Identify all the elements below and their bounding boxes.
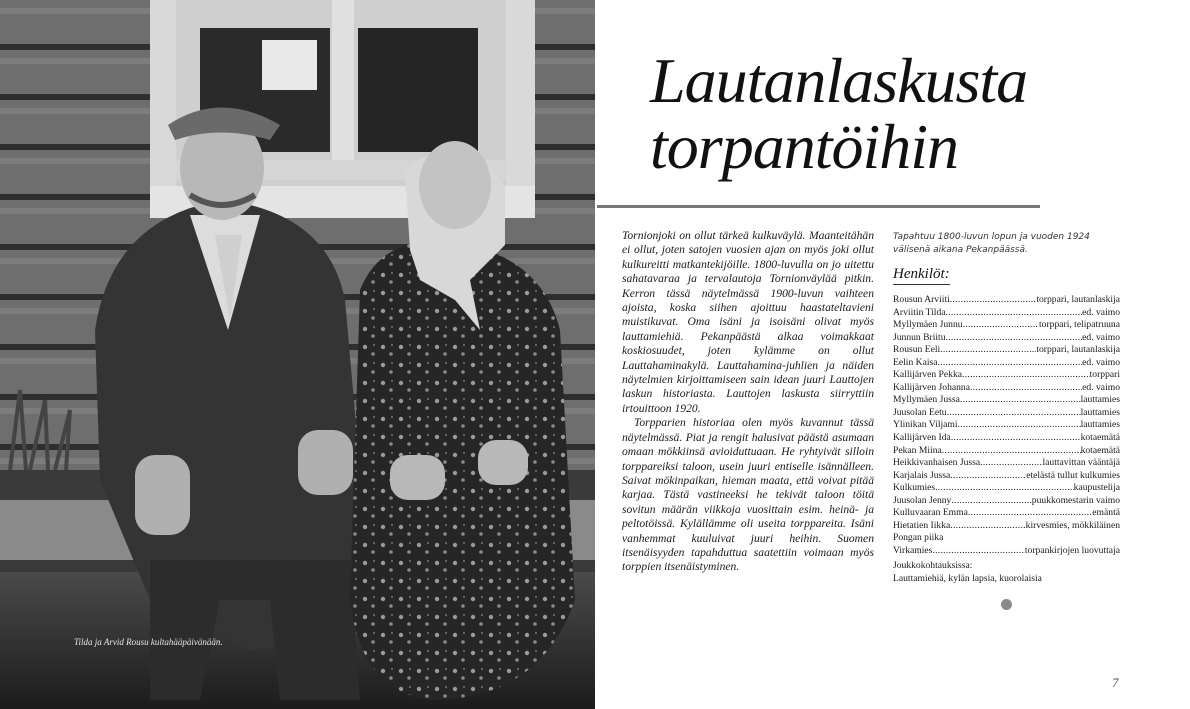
cast-list xyxy=(893,294,1120,557)
cast-item: Arviitin Tilda ..... ed. vaimo xyxy=(893,307,1120,320)
cast-item: Kallijärven Johanna ..... ed. vaimo xyxy=(893,382,1120,395)
cast-item: Eelin Kaisa ..... ed. vaimo xyxy=(893,357,1120,370)
cast-item: Hietatien Iikka ..... kirvesmies, mökkiläinen xyxy=(893,520,1120,533)
cast-item: Karjalais Jussa ..... etelästä tullut kulkumies xyxy=(893,470,1120,483)
cast-item: Kallijärven Pekka ..... torppari xyxy=(893,369,1120,382)
cast-item-no-role: Pongan piika xyxy=(893,532,944,544)
page-number: 7 xyxy=(1112,675,1119,690)
cast-item: Kulkumies ..... kaupustelija xyxy=(893,482,1120,495)
body-text xyxy=(622,229,874,575)
cast-item: Juusolan Eetu ..... lauttamies xyxy=(893,407,1120,420)
cast-item: Kulluvaaran Emma ..... emäntä xyxy=(893,507,1120,520)
cast-item: Junnun Briitu ..... ed. vaimo xyxy=(893,332,1120,345)
cast-item: Rousun Arviiti ..... torppari, lautanlaskija xyxy=(893,294,1120,307)
photo-caption: Tilda ja Arvid Rousu kultahääpäivänään. xyxy=(74,637,223,647)
title-line-1: Lautanlaskusta xyxy=(650,45,1028,116)
setting-note: Tapahtuu 1800-luvun lopun ja vuoden 1924 välisenä aikana Pekanpäässä. xyxy=(893,232,1090,255)
title-line-2: torpantöihin xyxy=(650,111,959,182)
cast-item: Heikkivanhaisen Jussa ..... lauttavittan vääntäjä xyxy=(893,457,1120,470)
cast-item: Kallijärven Ida ..... kotaemätä xyxy=(893,432,1120,445)
cast-heading: Henkilöt: xyxy=(893,266,950,285)
crowd-list: Lauttamiehiä, kylän lapsia, kuorolaisia xyxy=(893,572,1042,584)
cast-item: Pekan Miina ..... kotaemätä xyxy=(893,445,1120,458)
cast-item: Ylinikan Viljami ..... lauttamies xyxy=(893,419,1120,432)
title-rule xyxy=(597,205,1040,208)
crowd-scenes xyxy=(893,560,1042,585)
cast-item: Juusolan Jenny ..... puukkomestarin vaimo xyxy=(893,495,1120,508)
cast-item: Myllymäen Junnu ..... torppari, telipatruuna xyxy=(893,319,1120,332)
cast-item: Virkamies ..... torpankirjojen luovuttaja xyxy=(893,545,1120,558)
paragraph-2: Torpparien historiaa olen myös kuvannut tässä näytelmässä. Piat ja rengit halusivat päästä asumaan omaan mökkiinsä avioiduttuaan. He ryhtyivät silloin torppareiksi taloon, usein juuri entiselle isännälleen. Saivat mökinpaikan, hieman maata, että voivat pitää karjaa. Tästä vastineeksi he tekivät taloon töitä sovitun määrän viikkoja vuosittain esim. heinä- ja peltotöissä. Kylällämme oli useita torppareita. Isäni vanhemmat kuuluivat juuri heihin. Suomen itsenäisyyden tapahduttua saatettiin voimaan myös torppien itsenäistyminen. xyxy=(622,416,874,574)
paragraph-1: Tornionjoki on ollut tärkeä kulkuväylä. Maanteitähän ei ollut, joten satojen vuosien ajan on myös joki ollut kulkureitti matkantekijöille. 1800-luvulla on jo uitettu sahatavaraa ja tervalautoja Tornionväylää pitkin. Kerron tässä näytelmässä 1900-luvun vaihteen ajoista, koska siihen ajoittuu haastateltavieni muistikuvat. Oma isäni ja isoisäni olivat myös lauttamiehiä. Pekanpäästä alkaa voimakkaat koskiosuudet, joten kylämme on ollut Lauttahaminakylä. Lauttahamina-juhlien ja näiden näytelmien kirjoittamiseen sain idean juuri Lauttojen laskun historiasta. Lauttojen laskusta siirryttiin irtouittoon 1920. xyxy=(622,229,874,415)
cast-item: Rousun Eeli ..... torppari, lautanlaskija xyxy=(893,344,1120,357)
crowd-label: Joukkokohtauksissa: xyxy=(893,560,973,571)
page-title xyxy=(650,45,1028,182)
decorative-dot xyxy=(1001,599,1012,610)
cast-item: Myllymäen Jussa ..... lauttamies xyxy=(893,394,1120,407)
